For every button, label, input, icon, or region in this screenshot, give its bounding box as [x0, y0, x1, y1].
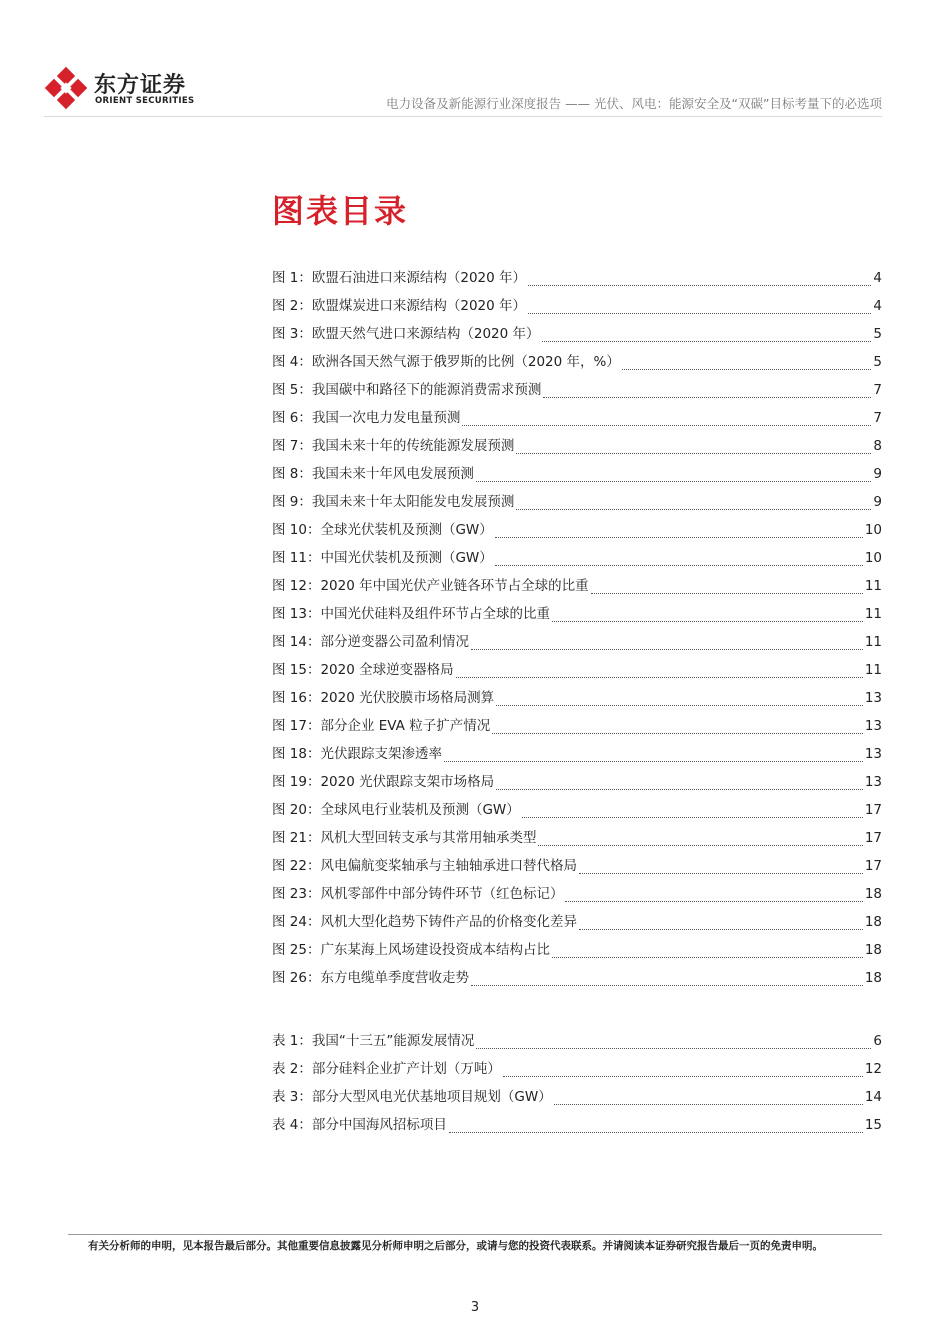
- toc-entry-figure[interactable]: [272, 658, 882, 686]
- toc-entry-figure[interactable]: [272, 602, 882, 630]
- toc-entry-figure[interactable]: [272, 882, 882, 910]
- toc-label: 图 2：欧盟煤炭进口来源结构（2020 年）: [272, 298, 527, 314]
- toc-leader-dots: [516, 508, 871, 510]
- toc-leader-dots: [538, 844, 862, 846]
- toc-entry-figure[interactable]: [272, 910, 882, 938]
- toc-leader-dots: [528, 312, 871, 314]
- figure-list: [272, 266, 882, 994]
- toc-label: 图 5：我国碳中和路径下的能源消费需求预测: [272, 382, 542, 398]
- toc-page-number: 11: [864, 606, 882, 622]
- toc-label: 图 19：2020 光伏跟踪支架市场格局: [272, 774, 495, 790]
- toc-entry-figure[interactable]: [272, 574, 882, 602]
- toc-leader-dots: [552, 956, 863, 958]
- toc-page-number: 13: [864, 774, 882, 790]
- toc-entry-figure[interactable]: [272, 854, 882, 882]
- brand-name-en: ORIENT SECURITIES: [95, 96, 195, 106]
- toc-entry-figure[interactable]: [272, 490, 882, 518]
- brand-name-cn: 东方证券: [94, 73, 187, 98]
- toc-label: 图 4：欧洲各国天然气源于俄罗斯的比例（2020 年，%）: [272, 354, 620, 370]
- toc-page-number: 17: [864, 830, 882, 846]
- toc-page-number: 17: [864, 802, 882, 818]
- toc-entry-figure[interactable]: [272, 798, 882, 826]
- toc-entry-figure[interactable]: [272, 518, 882, 546]
- toc-page-number: 4: [873, 270, 882, 286]
- toc-entry-table[interactable]: [272, 1057, 882, 1085]
- toc-entry-figure[interactable]: [272, 266, 882, 294]
- toc-label: 表 4：部分中国海风招标项目: [272, 1117, 447, 1133]
- toc-page-number: 9: [873, 466, 882, 482]
- toc-page-number: 8: [873, 438, 882, 454]
- toc-leader-dots: [444, 760, 863, 762]
- toc-entry-figure[interactable]: [272, 350, 882, 378]
- toc-entry-table[interactable]: [272, 1113, 882, 1141]
- toc-leader-dots: [471, 984, 863, 986]
- toc-label: 图 13：中国光伏硅料及组件环节占全球的比重: [272, 606, 550, 622]
- toc-leader-dots: [522, 816, 863, 818]
- page-title: 图表目录: [272, 192, 409, 230]
- toc-leader-dots: [516, 452, 871, 454]
- disclaimer-text: 有关分析师的申明，见本报告最后部分。其他重要信息披露见分析师申明之后部分，或请与您的投资代表联系。并请阅读本证券研究报告最后一页的免责申明。: [88, 1240, 823, 1252]
- toc-label: 图 10：全球光伏装机及预测（GW）: [272, 522, 493, 538]
- brand-logo: [44, 66, 204, 110]
- toc-leader-dots: [591, 592, 863, 594]
- toc-entry-figure[interactable]: [272, 966, 882, 994]
- toc-page-number: 5: [873, 354, 882, 370]
- toc-page-number: 13: [864, 746, 882, 762]
- toc-leader-dots: [552, 620, 863, 622]
- toc-label: 图 3：欧盟天然气进口来源结构（2020 年）: [272, 326, 540, 342]
- toc-label: 图 26：东方电缆单季度营收走势: [272, 970, 469, 986]
- toc-label: 图 17：部分企业 EVA 粒子扩产情况: [272, 718, 491, 734]
- toc-label: 图 8：我国未来十年风电发展预测: [272, 466, 474, 482]
- toc-page-number: 18: [864, 942, 882, 958]
- toc-entry-figure[interactable]: [272, 406, 882, 434]
- toc-page-number: 5: [873, 326, 882, 342]
- toc-page-number: 11: [864, 662, 882, 678]
- toc-entry-figure[interactable]: [272, 434, 882, 462]
- toc-label: 图 20：全球风电行业装机及预测（GW）: [272, 802, 520, 818]
- toc-page-number: 6: [873, 1033, 882, 1049]
- toc-label: 图 16：2020 光伏胶膜市场格局测算: [272, 690, 495, 706]
- header-divider: [44, 116, 882, 117]
- toc-label: 图 7：我国未来十年的传统能源发展预测: [272, 438, 515, 454]
- toc-entry-figure[interactable]: [272, 714, 882, 742]
- toc-entry-figure[interactable]: [272, 770, 882, 798]
- toc-leader-dots: [579, 928, 863, 930]
- toc-page-number: 18: [864, 970, 882, 986]
- toc-page-number: 13: [864, 690, 882, 706]
- toc-leader-dots: [622, 368, 872, 370]
- toc-label: 图 14：部分逆变器公司盈利情况: [272, 634, 469, 650]
- toc-entry-figure[interactable]: [272, 546, 882, 574]
- toc-leader-dots: [554, 1103, 863, 1105]
- page-number: 3: [470, 1300, 480, 1315]
- toc-leader-dots: [471, 648, 863, 650]
- toc-label: 图 22：风电偏航变桨轴承与主轴轴承进口替代格局: [272, 858, 577, 874]
- toc-entry-figure[interactable]: [272, 378, 882, 406]
- toc-page-number: 7: [873, 382, 882, 398]
- report-title: 电力设备及新能源行业深度报告 —— 光伏、风电：能源安全及“双碳”目标考量下的必选项: [386, 96, 882, 111]
- toc-leader-dots: [503, 1075, 863, 1077]
- toc-leader-dots: [476, 480, 872, 482]
- toc-label: 表 3：部分大型风电光伏基地项目规划（GW）: [272, 1089, 552, 1105]
- toc-leader-dots: [495, 564, 863, 566]
- toc-label: 图 1：欧盟石油进口来源结构（2020 年）: [272, 270, 527, 286]
- toc-leader-dots: [579, 872, 863, 874]
- toc-entry-figure[interactable]: [272, 630, 882, 658]
- toc-label: 图 18：光伏跟踪支架渗透率: [272, 746, 442, 762]
- toc-label: 图 12：2020 年中国光伏产业链各环节占全球的比重: [272, 578, 589, 594]
- toc-leader-dots: [449, 1131, 863, 1133]
- toc-page-number: 13: [864, 718, 882, 734]
- table-list: [272, 1029, 882, 1141]
- toc-page-number: 12: [864, 1061, 882, 1077]
- toc-page-number: 4: [873, 298, 882, 314]
- footer-divider: [68, 1234, 882, 1235]
- orient-securities-logo-icon: [44, 66, 88, 110]
- toc-page-number: 11: [864, 578, 882, 594]
- toc-entry-figure[interactable]: [272, 826, 882, 854]
- toc-page-number: 18: [864, 914, 882, 930]
- toc-leader-dots: [542, 340, 872, 342]
- toc-page-number: 10: [864, 550, 882, 566]
- toc-entry-figure[interactable]: [272, 686, 882, 714]
- toc-entry-figure[interactable]: [272, 742, 882, 770]
- toc-leader-dots: [492, 732, 863, 734]
- toc-leader-dots: [456, 676, 863, 678]
- toc-label: 图 6：我国一次电力发电量预测: [272, 410, 461, 426]
- toc-entry-figure[interactable]: [272, 322, 882, 350]
- toc-leader-dots: [543, 396, 871, 398]
- toc-label: 图 15：2020 全球逆变器格局: [272, 662, 454, 678]
- toc-page-number: 18: [864, 886, 882, 902]
- toc-entry-table[interactable]: [272, 1085, 882, 1113]
- toc-label: 图 11：中国光伏装机及预测（GW）: [272, 550, 493, 566]
- toc-entry-figure[interactable]: [272, 938, 882, 966]
- toc-label: 图 25：广东某海上风场建设投资成本结构占比: [272, 942, 550, 958]
- toc-page-number: 17: [864, 858, 882, 874]
- toc-label: 图 9：我国未来十年太阳能发电发展预测: [272, 494, 515, 510]
- toc-leader-dots: [528, 284, 871, 286]
- toc-label: 图 21：风机大型回转支承与其常用轴承类型: [272, 830, 537, 846]
- toc-leader-dots: [496, 704, 863, 706]
- toc-leader-dots: [476, 1047, 871, 1049]
- toc-page-number: 11: [864, 634, 882, 650]
- toc-leader-dots: [495, 536, 863, 538]
- toc-page-number: 15: [864, 1117, 882, 1133]
- toc-page-number: 10: [864, 522, 882, 538]
- toc-entry-table[interactable]: [272, 1029, 882, 1057]
- toc-entry-figure[interactable]: [272, 294, 882, 322]
- toc-leader-dots: [462, 424, 871, 426]
- toc-page-number: 14: [864, 1089, 882, 1105]
- toc-label: 表 1：我国“十三五”能源发展情况: [272, 1033, 475, 1049]
- toc-label: 图 24：风机大型化趋势下铸件产品的价格变化差异: [272, 914, 577, 930]
- toc-leader-dots: [565, 900, 862, 902]
- toc-page-number: 7: [873, 410, 882, 426]
- toc-label: 表 2：部分硅料企业扩产计划（万吨）: [272, 1061, 501, 1077]
- toc-leader-dots: [496, 788, 863, 790]
- toc-label: 图 23：风机零部件中部分铸件环节（红色标记）: [272, 886, 564, 902]
- toc-page-number: 9: [873, 494, 882, 510]
- toc-entry-figure[interactable]: [272, 462, 882, 490]
